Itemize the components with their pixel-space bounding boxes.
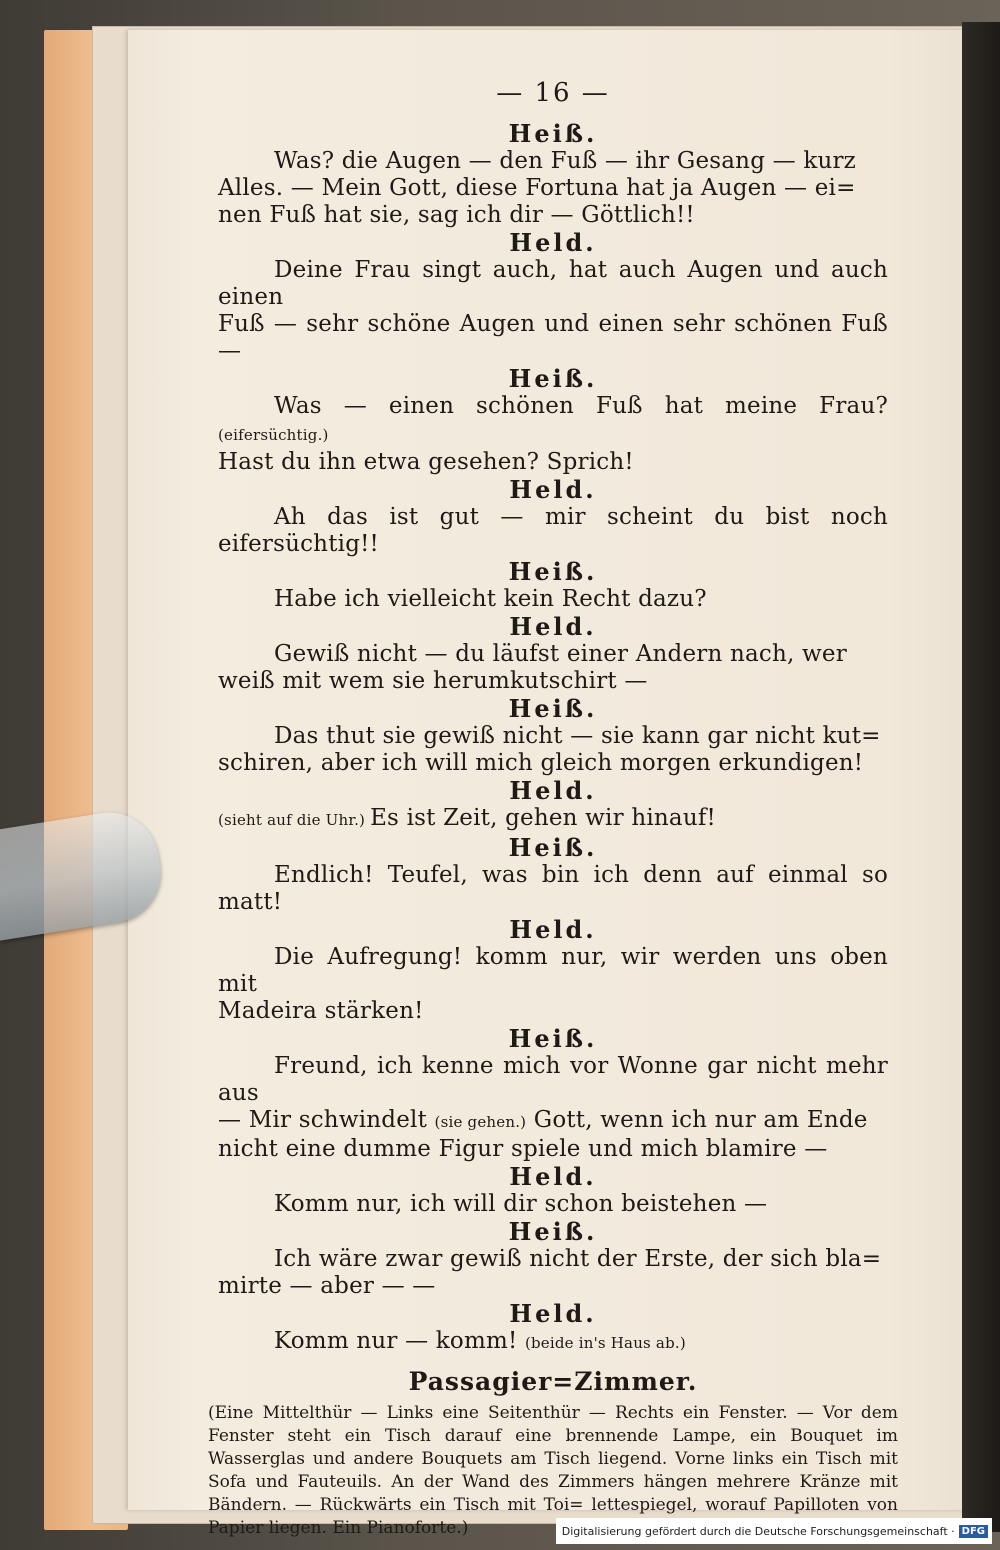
dialogue-line — [218, 805, 888, 834]
speaker-name: Held. — [509, 1299, 597, 1328]
dialogue-line — [218, 1191, 888, 1218]
speaker-name: Heiß. — [508, 1024, 598, 1053]
stage-direction: (sie gehen.) — [434, 1113, 527, 1131]
line-text: Fuß — sehr schöne Augen und einen sehr schönen Fuß — — [218, 311, 888, 364]
line-text: Gott, wenn ich nur am Ende — [526, 1107, 868, 1133]
dfg-logo: DFG — [959, 1525, 988, 1538]
dialogue-line — [218, 944, 888, 998]
dialogue-line — [218, 723, 888, 750]
line-text: Es ist Zeit, gehen wir hinauf! — [370, 805, 716, 831]
dialogue-line — [218, 1246, 888, 1273]
line-text: nicht eine dumme Figur spiele und mich blamire — — [218, 1136, 828, 1162]
dialogue-line — [218, 862, 888, 916]
dialogue-line — [218, 641, 888, 668]
line-text: Ah das ist gut — mir scheint du bist noch eifersüchtig!! — [218, 504, 888, 557]
line-text: Hast du ihn etwa gesehen? Sprich! — [218, 449, 634, 475]
dialogue-line — [218, 202, 888, 229]
page-number: — 16 — — [496, 78, 610, 108]
speaker-name: Held. — [509, 1162, 597, 1191]
stage-direction: (sieht auf die Uhr.) — [218, 811, 371, 829]
dialogue-line — [218, 504, 888, 558]
speaker-name: Heiß. — [508, 1217, 598, 1246]
scene-description: (Eine Mittelthür — Links eine Seitenthür — Rechts ein Fenster. — Vor dem Fenster steht ein Tisch darauf eine brennende Lampe, ein Bouquet im Wasserglas und andere Bouquets am Tisch liegend. Vorne links ein Tisch mit Sofa und Fauteuils. An der Wand des Zimmers hängen mehrere Kränze mit Bändern. — Rückwärts ein Tisch mit Toi= lettespiegel, worauf Papilloten von Papier liegen. Ein Pianoforte.) — [208, 1403, 898, 1538]
dialogue-block — [218, 120, 888, 1357]
dialogue-line — [218, 998, 888, 1025]
dialogue-line — [218, 586, 888, 613]
binding-shadow — [962, 22, 1000, 1532]
line-text: Komm nur, ich will dir schon beistehen — — [274, 1191, 768, 1217]
dialogue-line — [218, 1273, 888, 1300]
page-content — [208, 78, 898, 1540]
stage-direction: (eifersüchtig.) — [218, 426, 329, 444]
dialogue-line — [218, 311, 888, 365]
dialogue-line — [218, 668, 888, 695]
line-text: Deine Frau singt auch, hat auch Augen und auch einen — [218, 257, 888, 310]
speaker-name: Held. — [509, 475, 597, 504]
line-text: Was? die Augen — den Fuß — ihr Gesang — kurz — [274, 148, 857, 174]
line-text: — Mir schwindelt — [218, 1107, 435, 1133]
speaker-name: Heiß. — [508, 119, 598, 148]
line-text: mirte — aber — — — [218, 1273, 436, 1299]
line-text: Endlich! Teufel, was bin ich denn auf einmal so matt! — [218, 862, 888, 915]
dialogue-line — [218, 148, 888, 175]
dialogue-line — [218, 449, 888, 476]
dialogue-line — [218, 750, 888, 777]
line-text: Was — einen schönen Fuß hat meine Frau? — [274, 393, 888, 419]
dialogue-line — [218, 1107, 888, 1136]
line-text: Habe ich vielleicht kein Recht dazu? — [274, 586, 707, 612]
line-text: Ich wäre zwar gewiß nicht der Erste, der sich bla= — [274, 1246, 882, 1272]
footer-credit: Digitalisierung gefördert durch die Deutsche Forschungsgemeinschaft · — [561, 1524, 955, 1538]
line-text: Freund, ich kenne mich vor Wonne gar nicht mehr aus — [218, 1053, 888, 1106]
speaker-name: Held. — [509, 776, 597, 805]
line-text: Alles. — Mein Gott, diese Fortuna hat ja Augen — ei= — [218, 175, 856, 201]
speaker-name: Held. — [509, 228, 597, 257]
line-text: nen Fuß hat sie, sag ich dir — Göttlich!! — [218, 202, 695, 228]
line-text: Madeira stärken! — [218, 998, 424, 1024]
line-text: weiß mit wem sie herumkutschirt — — [218, 668, 648, 694]
stage-direction: (beide in's Haus ab.) — [524, 1334, 686, 1352]
dialogue-line — [218, 393, 888, 449]
speaker-name: Heiß. — [508, 833, 598, 862]
digitization-footer — [556, 1518, 992, 1544]
dialogue-line — [218, 1328, 888, 1357]
line-text: Gewiß nicht — du läufst einer Andern nach, wer — [274, 641, 847, 667]
dialogue-line — [218, 175, 888, 202]
line-text: schiren, aber ich will mich gleich morgen erkundigen! — [218, 750, 864, 776]
dialogue-line — [218, 1053, 888, 1107]
speaker-name: Heiß. — [508, 557, 598, 586]
dialogue-line — [218, 257, 888, 311]
speaker-name: Heiß. — [508, 364, 598, 393]
line-text: Komm nur — komm! — [274, 1328, 525, 1354]
speaker-name: Held. — [509, 915, 597, 944]
scene-title: Passagier=Zimmer. — [408, 1367, 698, 1396]
dialogue-line — [218, 1136, 888, 1163]
line-text: Das thut sie gewiß nicht — sie kann gar nicht kut= — [274, 723, 881, 749]
speaker-name: Heiß. — [508, 694, 598, 723]
line-text: Die Aufregung! komm nur, wir werden uns oben mit — [218, 944, 888, 997]
speaker-name: Held. — [509, 612, 597, 641]
